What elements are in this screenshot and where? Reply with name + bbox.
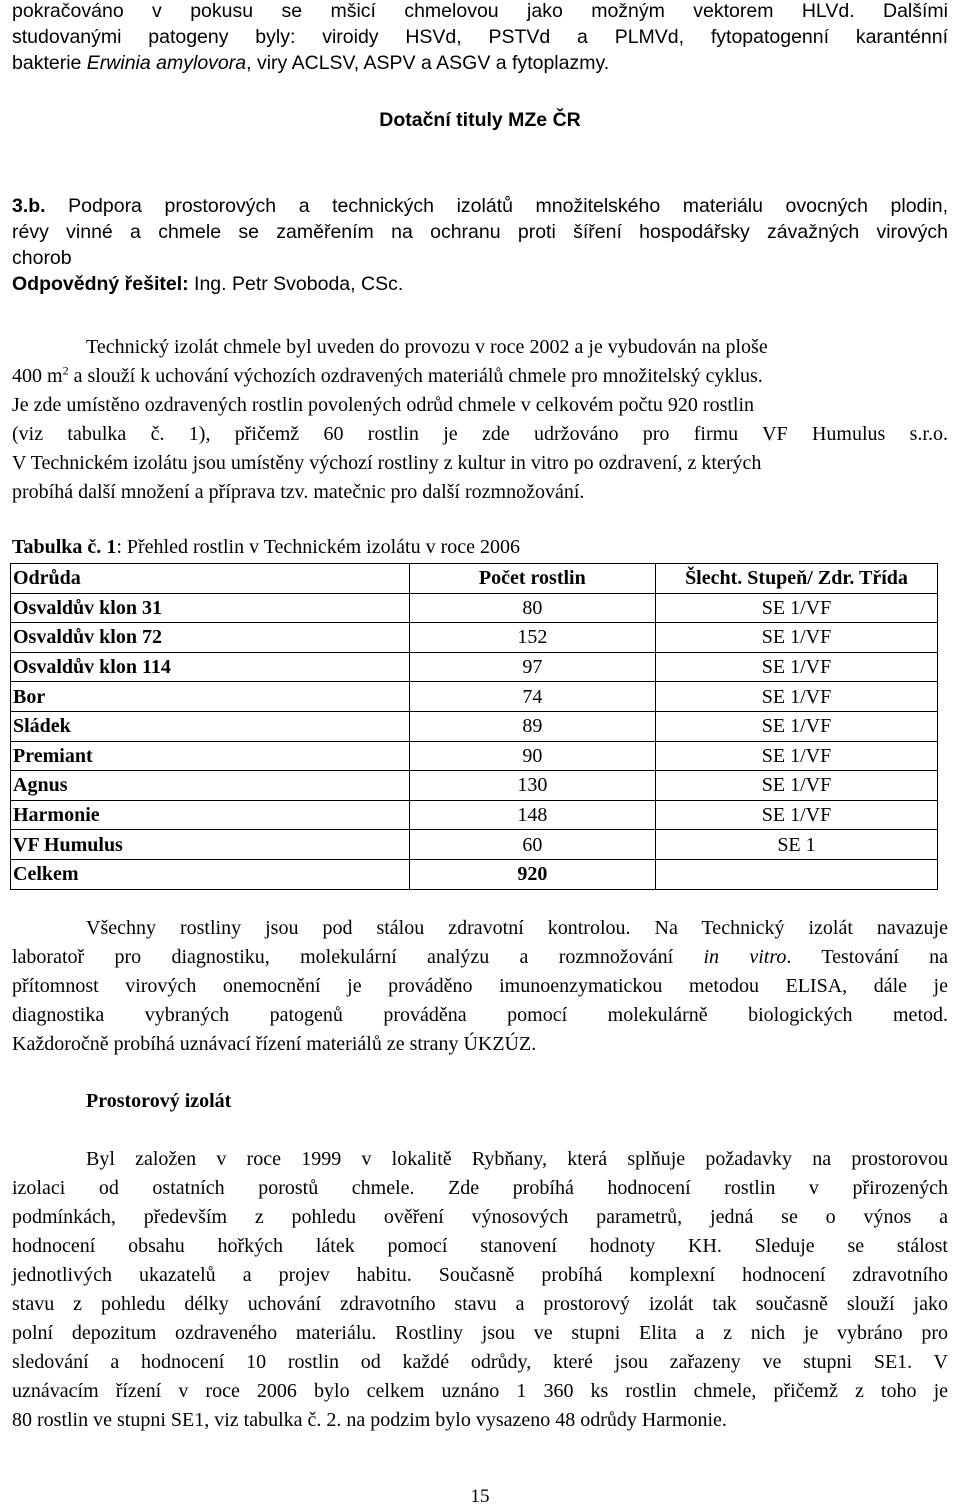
responsible-person bbox=[12, 271, 948, 297]
intro-line: pokračováno v pokusu se mšicí chmelovou jako možným vektorem HLVd. Dalšími bbox=[12, 0, 948, 22]
paragraph-text: laboratoř pro diagnostiku, molekulární analýzu a rozmnožování bbox=[12, 946, 704, 968]
table-cell-grade: SE 1/VF bbox=[655, 593, 937, 623]
table-row bbox=[11, 682, 938, 712]
table-cell-count: 90 bbox=[409, 741, 655, 771]
project-title-line bbox=[12, 193, 948, 219]
table-row bbox=[11, 741, 938, 771]
paragraph-line: Byl založen v roce 1999 v lokalitě Rybňany, která splňuje požadavky na prostorovou bbox=[86, 1148, 948, 1170]
table-cell-count: 74 bbox=[409, 682, 655, 712]
table-row bbox=[11, 623, 938, 653]
table-header-cell: Šlecht. Stupeň/ Zdr. Třída bbox=[655, 564, 937, 594]
table-row bbox=[11, 652, 938, 682]
italic-term: in vitro bbox=[703, 946, 787, 968]
table-caption bbox=[12, 533, 948, 562]
table-cell-count: 97 bbox=[409, 652, 655, 682]
table-row bbox=[11, 711, 938, 741]
paragraph-line: Každoročně probíhá uznávací řízení materiálů ze strany ÚKZÚZ. bbox=[12, 1033, 537, 1055]
table-cell-grade: SE 1/VF bbox=[655, 711, 937, 741]
project-heading bbox=[12, 193, 948, 297]
paragraph-line: Technický izolát chmele byl uveden do provozu v roce 2002 a je vybudován na ploše bbox=[86, 336, 768, 358]
plants-table bbox=[10, 563, 938, 890]
responsible-label: Odpovědný řešitel: bbox=[12, 273, 189, 295]
table-cell-grade: SE 1/VF bbox=[655, 623, 937, 653]
paragraph-spatial-isolate bbox=[12, 1145, 948, 1435]
paragraph-line bbox=[12, 943, 948, 972]
table-header-row bbox=[11, 564, 938, 594]
paragraph-line: uznávacím řízení v roce 2006 bylo celkem uznáno 1 360 ks rostlin chmele, přičemž z toho je bbox=[12, 1380, 948, 1402]
table-empty-cell bbox=[655, 859, 937, 889]
paragraph-line: V Technickém izolátu jsou umístěny výchozí rostliny z kultur in vitro po ozdravení, z kterých bbox=[12, 452, 762, 474]
table-total-label: Celkem bbox=[11, 859, 410, 889]
paragraph-line: Je zde umístěno ozdravených rostlin povolených odrůd chmele v celkovém počtu 920 rostlin bbox=[12, 394, 755, 416]
paragraph-technical-isolate bbox=[12, 333, 948, 507]
paragraph-line: Všechny rostliny jsou pod stálou zdravotní kontrolou. Na Technický izolát navazuje bbox=[86, 917, 948, 939]
table-cell-grade: SE 1/VF bbox=[655, 771, 937, 801]
intro-line bbox=[12, 50, 948, 76]
subheading-spatial-isolate: Prostorový izolát bbox=[86, 1090, 232, 1112]
table-total-row bbox=[11, 859, 938, 889]
paragraph-line: polní depozitum ozdraveného materiálu. Rostliny jsou ve stupni Elita a z nich je vybráno pro bbox=[12, 1322, 948, 1344]
table-cell-count: 130 bbox=[409, 771, 655, 801]
project-number: 3.b. bbox=[12, 195, 46, 217]
table-cell-grade: SE 1/VF bbox=[655, 652, 937, 682]
project-title-text: Podpora prostorových a technických izolátů množitelského materiálu ovocných plodin, bbox=[45, 195, 948, 217]
paragraph-line: podmínkách, především z pohledu ověření výnosových parametrů, jedná se o výnos a bbox=[12, 1206, 948, 1228]
table-cell-count: 89 bbox=[409, 711, 655, 741]
table-header-cell: Odrůda bbox=[11, 564, 410, 594]
intro-paragraph bbox=[12, 0, 948, 76]
paragraph-line: (viz tabulka č. 1), přičemž 60 rostlin je zde udržováno pro firmu VF Humulus s.r.o. bbox=[12, 423, 948, 445]
table-row bbox=[11, 830, 938, 860]
table-cell-grade: SE 1/VF bbox=[655, 682, 937, 712]
paragraph-health-control bbox=[12, 914, 948, 1059]
species-name: Erwinia amylovora bbox=[86, 52, 247, 74]
table-cell-variety: Osvaldův klon 31 bbox=[11, 593, 410, 623]
table-total-value: 920 bbox=[409, 859, 655, 889]
table-cell-count: 60 bbox=[409, 830, 655, 860]
table-cell-count: 80 bbox=[409, 593, 655, 623]
table-cell-grade: SE 1/VF bbox=[655, 741, 937, 771]
intro-line: studovanými patogeny byly: viroidy HSVd, PSTVd a PLMVd, fytopatogenní karanténní bbox=[12, 26, 948, 48]
table-caption-label: Tabulka č. bbox=[12, 536, 102, 558]
section-title: Dotační tituly MZe ČR bbox=[379, 109, 581, 131]
superscript: 2 bbox=[62, 363, 69, 378]
table-cell-count: 152 bbox=[409, 623, 655, 653]
table-cell-variety: Premiant bbox=[11, 741, 410, 771]
paragraph-text: 400 m bbox=[12, 365, 63, 387]
paragraph-line: přítomnost virových onemocnění je prováděno imunoenzymatickou metodou ELISA, dále je bbox=[12, 975, 948, 997]
paragraph-line: sledování a hodnocení 10 rostlin od každé odrůdy, které jsou zařazeny ve stupni SE1. V bbox=[12, 1351, 948, 1373]
responsible-name: Ing. Petr Svoboda, CSc. bbox=[188, 273, 404, 295]
table-cell-variety: Harmonie bbox=[11, 800, 410, 830]
table-cell-variety: Agnus bbox=[11, 771, 410, 801]
paragraph-line: jednotlivých ukazatelů a projev habitu. Současně probíhá komplexní hodnocení zdravotního bbox=[12, 1264, 948, 1286]
table-cell-variety: Bor bbox=[11, 682, 410, 712]
table-cell-count: 148 bbox=[409, 800, 655, 830]
table-cell-variety: Osvaldův klon 114 bbox=[11, 652, 410, 682]
page-number: 15 bbox=[470, 1486, 490, 1507]
paragraph-text: . Testování na bbox=[786, 946, 948, 968]
paragraph-line: diagnostika vybraných patogenů prováděna pomocí molekulárně biologických metod. bbox=[12, 1004, 948, 1026]
paragraph-line: hodnocení obsahu hořkých látek pomocí stanovení hodnoty KH. Sleduje se stálost bbox=[12, 1235, 948, 1257]
project-title-line: chorob bbox=[12, 247, 72, 269]
paragraph-line: izolaci od ostatních porostů chmele. Zde probíhá hodnocení rostlin v přirozených bbox=[12, 1177, 948, 1199]
table-cell-variety: Sládek bbox=[11, 711, 410, 741]
table-cell-variety: Osvaldův klon 72 bbox=[11, 623, 410, 653]
table-header-cell: Počet rostlin bbox=[409, 564, 655, 594]
paragraph-text: a slouží k uchování výchozích ozdravených materiálů chmele pro množitelský cyklus. bbox=[68, 365, 763, 387]
table-row bbox=[11, 771, 938, 801]
paragraph-line bbox=[12, 362, 948, 391]
table-cell-variety: VF Humulus bbox=[11, 830, 410, 860]
table-cell-grade: SE 1/VF bbox=[655, 800, 937, 830]
intro-text: bakterie bbox=[12, 52, 87, 74]
table-row bbox=[11, 593, 938, 623]
paragraph-line: 80 rostlin ve stupni SE1, viz tabulka č. 2. na podzim bylo vysazeno 48 odrůdy Harmonie. bbox=[12, 1409, 727, 1431]
table-caption-number: 1 bbox=[101, 536, 117, 558]
intro-text: , viry ACLSV, ASPV a ASGV a fytoplazmy. bbox=[246, 52, 610, 74]
paragraph-line: stavu z pohledu délky uchování zdravotního stavu a prostorový izolát tak současně slouží jako bbox=[12, 1293, 948, 1315]
table-cell-grade: SE 1 bbox=[655, 830, 937, 860]
project-title-line: révy vinné a chmele se zaměřením na ochranu proti šíření hospodářsky závažných virových bbox=[12, 221, 948, 243]
table-caption-text: : Přehled rostlin v Technickém izolátu v roce 2006 bbox=[116, 536, 520, 558]
table-row bbox=[11, 800, 938, 830]
paragraph-line: probíhá další množení a příprava tzv. matečnic pro další rozmnožování. bbox=[12, 481, 585, 503]
